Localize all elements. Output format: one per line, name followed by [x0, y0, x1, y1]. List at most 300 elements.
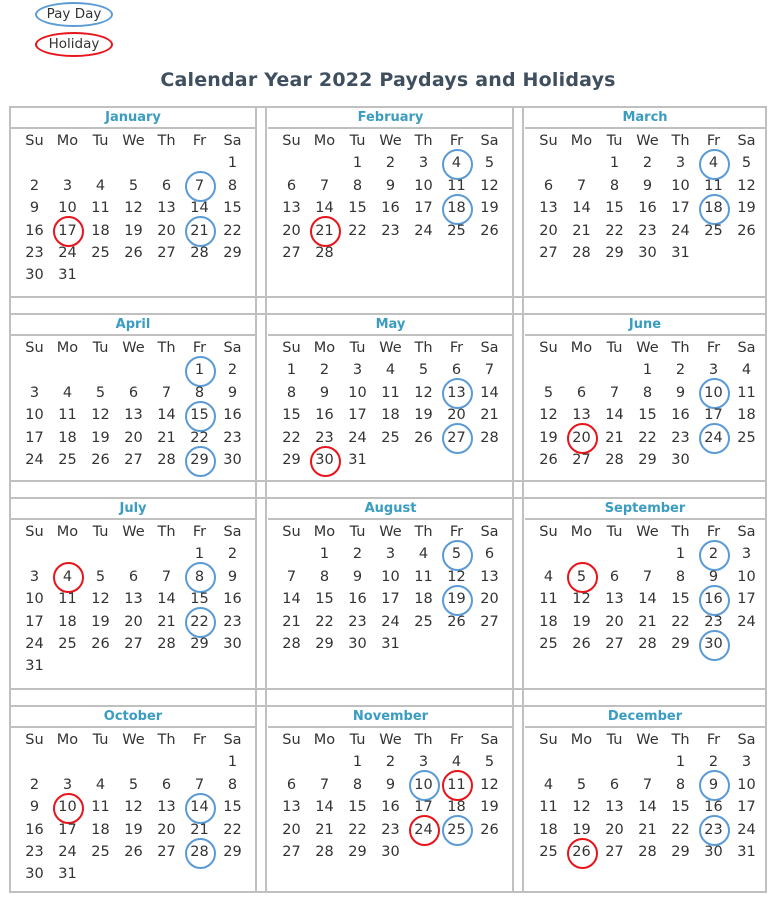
day-cell: 2: [319, 362, 330, 379]
day-cell: 16: [638, 200, 657, 217]
day-cell: 1: [675, 546, 686, 563]
month-june: [525, 315, 765, 487]
day-cell: 12: [480, 776, 499, 793]
day-cell: 21: [190, 821, 209, 838]
day-cell: 4: [385, 362, 396, 379]
day-cell: 21: [315, 821, 334, 838]
day-cell: 15: [638, 407, 657, 424]
day-cell: 14: [315, 200, 334, 217]
month-header: April: [11, 315, 255, 336]
day-cell: 23: [25, 244, 44, 261]
weekday-label: Tu: [349, 133, 366, 149]
weekday-label: We: [379, 340, 402, 356]
day-cell: 15: [190, 591, 209, 608]
empty-day: [51, 751, 84, 773]
day-cell: 3: [675, 155, 686, 172]
day-cell: 17: [414, 799, 433, 816]
weekday-label: Sa: [737, 340, 756, 356]
empty-day: [532, 751, 565, 773]
day-cell: 2: [352, 546, 363, 563]
month-header: May: [268, 315, 513, 336]
day-cell: 17: [58, 821, 77, 838]
day-cell: 12: [572, 591, 591, 608]
day-cell: 30: [704, 843, 723, 860]
day-cell: 26: [91, 635, 110, 652]
day-cell: 30: [638, 244, 657, 261]
empty-day: [565, 152, 598, 174]
day-cell: 5: [484, 754, 495, 771]
day-cell: 23: [671, 429, 690, 446]
day-cell: 5: [95, 568, 106, 585]
day-cell: 6: [451, 362, 462, 379]
day-cell: 27: [124, 451, 143, 468]
day-cell: 8: [319, 568, 330, 585]
day-cell: 3: [741, 546, 752, 563]
month-january: [11, 108, 255, 296]
weekday-label: Th: [414, 732, 433, 748]
day-cell: 21: [480, 407, 499, 424]
day-cell: 22: [605, 222, 624, 239]
day-cell: 6: [609, 568, 620, 585]
day-cell: 26: [737, 222, 756, 239]
weekday-label: We: [122, 524, 145, 540]
weekday-label: Sa: [737, 133, 756, 149]
day-cell: 31: [348, 451, 367, 468]
weekday-label: Sa: [480, 732, 499, 748]
day-cell: 22: [282, 429, 301, 446]
weekday-label: We: [636, 133, 659, 149]
day-cell: 22: [348, 821, 367, 838]
day-cell: 4: [418, 546, 429, 563]
day-grid: [525, 336, 765, 471]
day-cell: 12: [124, 200, 143, 217]
day-cell: 9: [675, 384, 686, 401]
empty-day: [565, 751, 598, 773]
day-cell: 15: [282, 407, 301, 424]
day-cell: 22: [638, 429, 657, 446]
empty-day: [598, 751, 631, 773]
weekday-label: Mo: [313, 524, 336, 540]
day-cell: 29: [638, 451, 657, 468]
day-cell: 16: [381, 799, 400, 816]
weekday-label: Sa: [223, 524, 242, 540]
day-cell: 24: [414, 222, 433, 239]
payday-cell: 9: [697, 774, 730, 796]
empty-day: [84, 359, 117, 381]
day-cell: 26: [414, 429, 433, 446]
weekday-label: Th: [671, 732, 690, 748]
day-cell: 30: [25, 267, 44, 284]
day-cell: 18: [91, 222, 110, 239]
day-cell: 10: [58, 200, 77, 217]
day-cell: 19: [124, 222, 143, 239]
day-cell: 24: [381, 613, 400, 630]
day-cell: 25: [58, 451, 77, 468]
day-cell: 3: [418, 754, 429, 771]
day-cell: 30: [223, 635, 242, 652]
weekday-label: Su: [282, 340, 301, 356]
day-cell: 17: [414, 200, 433, 217]
weekday-label: Su: [25, 732, 44, 748]
day-cell: 25: [381, 429, 400, 446]
day-cell: 9: [227, 384, 238, 401]
day-cell: 12: [447, 568, 466, 585]
day-cell: 2: [227, 546, 238, 563]
day-cell: 7: [484, 362, 495, 379]
day-cell: 1: [194, 546, 205, 563]
weekday-label: Tu: [92, 732, 109, 748]
day-cell: 18: [737, 407, 756, 424]
weekday-label: Th: [671, 133, 690, 149]
day-cell: 19: [539, 429, 558, 446]
weekday-label: Th: [671, 524, 690, 540]
empty-day: [598, 359, 631, 381]
day-cell: 3: [29, 568, 40, 585]
day-cell: 4: [543, 776, 554, 793]
payday-cell: 10: [697, 382, 730, 404]
day-cell: 18: [539, 821, 558, 838]
day-cell: 1: [352, 155, 363, 172]
day-cell: 3: [352, 362, 363, 379]
weekday-label: Su: [539, 133, 558, 149]
day-cell: 3: [62, 776, 73, 793]
empty-day: [631, 543, 664, 565]
payday-cell: 14: [183, 796, 216, 818]
day-cell: 9: [29, 200, 40, 217]
weekday-label: Mo: [570, 133, 593, 149]
payday-cell: 2: [697, 543, 730, 565]
day-cell: 17: [25, 429, 44, 446]
empty-day: [18, 152, 51, 174]
day-cell: 25: [91, 244, 110, 261]
day-cell: 17: [704, 407, 723, 424]
day-cell: 18: [447, 799, 466, 816]
day-cell: 9: [29, 799, 40, 816]
day-grid: [268, 728, 513, 863]
weekday-label: Th: [671, 340, 690, 356]
day-cell: 9: [352, 568, 363, 585]
payday-cell: 18: [697, 197, 730, 219]
day-cell: 29: [190, 635, 209, 652]
weekday-label: Tu: [92, 524, 109, 540]
weekday-label: Fr: [449, 133, 464, 149]
weekday-label: Tu: [606, 524, 623, 540]
column-divider: [255, 108, 257, 891]
day-grid: [11, 129, 255, 287]
day-cell: 23: [381, 821, 400, 838]
weekday-label: Mo: [570, 524, 593, 540]
day-cell: 4: [741, 362, 752, 379]
page-title: Calendar Year 2022 Paydays and Holidays: [160, 69, 616, 91]
weekday-label: Sa: [737, 524, 756, 540]
day-cell: 19: [737, 200, 756, 217]
day-cell: 2: [675, 362, 686, 379]
weekday-label: Sa: [737, 732, 756, 748]
day-cell: 8: [675, 568, 686, 585]
day-cell: 17: [737, 591, 756, 608]
day-cell: 11: [539, 591, 558, 608]
day-cell: 27: [539, 244, 558, 261]
weekday-label: Su: [282, 133, 301, 149]
weekday-label: Mo: [56, 340, 79, 356]
day-cell: 28: [315, 244, 334, 261]
day-cell: 30: [348, 635, 367, 652]
day-cell: 12: [91, 591, 110, 608]
day-cell: 26: [124, 244, 143, 261]
weekday-label: We: [122, 133, 145, 149]
weekday-label: Th: [414, 340, 433, 356]
day-cell: 22: [315, 613, 334, 630]
weekday-label: Sa: [223, 732, 242, 748]
empty-day: [275, 152, 308, 174]
day-cell: 25: [704, 222, 723, 239]
empty-day: [51, 359, 84, 381]
day-cell: 20: [447, 407, 466, 424]
day-cell: 23: [223, 613, 242, 630]
day-cell: 27: [572, 451, 591, 468]
empty-day: [18, 359, 51, 381]
legend: [35, 2, 113, 62]
weekday-label: Fr: [449, 340, 464, 356]
day-cell: 20: [124, 613, 143, 630]
day-cell: 9: [319, 384, 330, 401]
weekday-label: Mo: [313, 133, 336, 149]
day-cell: 3: [385, 546, 396, 563]
day-cell: 23: [348, 613, 367, 630]
day-cell: 11: [91, 799, 110, 816]
day-cell: 20: [157, 821, 176, 838]
day-cell: 30: [223, 451, 242, 468]
day-cell: 20: [282, 821, 301, 838]
month-header: March: [525, 108, 765, 129]
weekday-label: Su: [282, 732, 301, 748]
day-cell: 8: [675, 776, 686, 793]
day-cell: 27: [282, 244, 301, 261]
empty-day: [117, 359, 150, 381]
holiday-cell: 24: [407, 819, 440, 841]
day-cell: 11: [91, 200, 110, 217]
day-cell: 29: [348, 843, 367, 860]
month-header: August: [268, 499, 513, 520]
weekday-label: Fr: [706, 732, 721, 748]
day-cell: 4: [95, 776, 106, 793]
day-cell: 7: [161, 568, 172, 585]
day-cell: 27: [605, 843, 624, 860]
weekday-label: Mo: [56, 732, 79, 748]
day-cell: 17: [381, 591, 400, 608]
day-cell: 30: [25, 866, 44, 883]
day-cell: 30: [671, 451, 690, 468]
day-cell: 16: [223, 407, 242, 424]
day-cell: 10: [25, 407, 44, 424]
day-cell: 6: [609, 776, 620, 793]
day-cell: 11: [414, 568, 433, 585]
weekday-label: Tu: [92, 133, 109, 149]
day-cell: 11: [737, 384, 756, 401]
day-cell: 14: [572, 200, 591, 217]
payday-cell: 10: [407, 774, 440, 796]
day-cell: 5: [484, 155, 495, 172]
day-cell: 25: [539, 843, 558, 860]
weekday-label: Fr: [192, 340, 207, 356]
day-cell: 26: [572, 635, 591, 652]
day-cell: 18: [91, 821, 110, 838]
day-cell: 8: [609, 177, 620, 194]
day-cell: 31: [58, 267, 77, 284]
day-cell: 19: [124, 821, 143, 838]
day-cell: 11: [381, 384, 400, 401]
day-cell: 5: [543, 384, 554, 401]
day-cell: 19: [91, 429, 110, 446]
weekday-label: Tu: [606, 732, 623, 748]
day-grid: [268, 336, 513, 471]
day-cell: 3: [29, 384, 40, 401]
day-cell: 23: [223, 429, 242, 446]
weekday-label: Th: [157, 524, 176, 540]
day-cell: 7: [194, 776, 205, 793]
day-cell: 13: [124, 591, 143, 608]
month-header: September: [525, 499, 765, 520]
weekday-label: We: [636, 340, 659, 356]
day-cell: 6: [128, 568, 139, 585]
day-cell: 19: [414, 407, 433, 424]
day-cell: 2: [227, 362, 238, 379]
weekday-label: Th: [157, 732, 176, 748]
day-cell: 6: [286, 776, 297, 793]
day-cell: 12: [539, 407, 558, 424]
empty-day: [117, 751, 150, 773]
weekday-label: Fr: [192, 133, 207, 149]
day-cell: 8: [352, 177, 363, 194]
empty-day: [308, 751, 341, 773]
day-cell: 18: [414, 591, 433, 608]
day-cell: 11: [447, 177, 466, 194]
empty-day: [532, 359, 565, 381]
day-cell: 20: [605, 613, 624, 630]
weekday-label: Su: [25, 524, 44, 540]
day-cell: 7: [161, 384, 172, 401]
month-header: June: [525, 315, 765, 336]
day-cell: 3: [62, 177, 73, 194]
day-cell: 27: [157, 843, 176, 860]
day-cell: 17: [737, 799, 756, 816]
day-cell: 18: [58, 613, 77, 630]
day-cell: 16: [25, 222, 44, 239]
month-header: December: [525, 707, 765, 728]
day-cell: 14: [315, 799, 334, 816]
day-cell: 2: [29, 776, 40, 793]
weekday-label: We: [379, 732, 402, 748]
weekday-label: Th: [157, 340, 176, 356]
empty-day: [150, 543, 183, 565]
weekday-label: Fr: [449, 732, 464, 748]
empty-day: [532, 152, 565, 174]
day-cell: 24: [25, 451, 44, 468]
day-cell: 1: [286, 362, 297, 379]
day-cell: 26: [91, 451, 110, 468]
holiday-cell: 10: [51, 796, 84, 818]
payday-cell: 25: [440, 819, 473, 841]
day-grid: [525, 520, 765, 655]
day-cell: 7: [319, 177, 330, 194]
weekday-label: Sa: [223, 133, 242, 149]
day-cell: 9: [385, 776, 396, 793]
day-cell: 20: [124, 429, 143, 446]
day-cell: 13: [124, 407, 143, 424]
weekday-label: Mo: [570, 340, 593, 356]
day-cell: 7: [642, 568, 653, 585]
day-cell: 8: [227, 776, 238, 793]
day-cell: 27: [282, 843, 301, 860]
weekday-label: Tu: [92, 340, 109, 356]
payday-cell: 16: [697, 588, 730, 610]
day-cell: 17: [348, 407, 367, 424]
day-cell: 16: [223, 591, 242, 608]
day-cell: 24: [737, 613, 756, 630]
day-cell: 19: [480, 799, 499, 816]
weekday-label: Sa: [480, 340, 499, 356]
column-divider: [522, 108, 524, 891]
day-cell: 10: [381, 568, 400, 585]
weekday-label: Fr: [449, 524, 464, 540]
day-cell: 26: [124, 843, 143, 860]
empty-day: [631, 751, 664, 773]
day-cell: 16: [704, 799, 723, 816]
holiday-cell: 20: [565, 427, 598, 449]
day-cell: 20: [157, 222, 176, 239]
day-cell: 14: [480, 384, 499, 401]
calendar-grid: [9, 106, 767, 893]
payday-cell: 18: [440, 197, 473, 219]
day-cell: 15: [348, 200, 367, 217]
payday-cell: 24: [697, 427, 730, 449]
day-cell: 13: [480, 568, 499, 585]
day-cell: 9: [708, 568, 719, 585]
empty-day: [84, 543, 117, 565]
empty-day: [598, 543, 631, 565]
day-cell: 28: [605, 451, 624, 468]
empty-day: [18, 543, 51, 565]
day-cell: 13: [282, 799, 301, 816]
day-cell: 24: [737, 821, 756, 838]
day-cell: 23: [704, 613, 723, 630]
day-cell: 28: [157, 635, 176, 652]
day-cell: 25: [58, 635, 77, 652]
day-cell: 20: [282, 222, 301, 239]
day-cell: 16: [381, 200, 400, 217]
weekday-label: Su: [25, 340, 44, 356]
weekday-label: We: [636, 524, 659, 540]
day-cell: 27: [605, 635, 624, 652]
day-cell: 22: [223, 222, 242, 239]
day-cell: 29: [223, 244, 242, 261]
weekday-label: We: [379, 524, 402, 540]
day-cell: 1: [227, 754, 238, 771]
day-cell: 2: [708, 754, 719, 771]
empty-day: [565, 359, 598, 381]
day-cell: 24: [671, 222, 690, 239]
day-grid: [525, 728, 765, 863]
day-cell: 28: [157, 451, 176, 468]
day-cell: 22: [223, 821, 242, 838]
day-cell: 2: [29, 177, 40, 194]
weekday-label: Fr: [706, 524, 721, 540]
month-april: [11, 315, 255, 487]
day-cell: 29: [671, 635, 690, 652]
payday-cell: 7: [183, 175, 216, 197]
day-cell: 14: [157, 407, 176, 424]
day-cell: 22: [671, 613, 690, 630]
